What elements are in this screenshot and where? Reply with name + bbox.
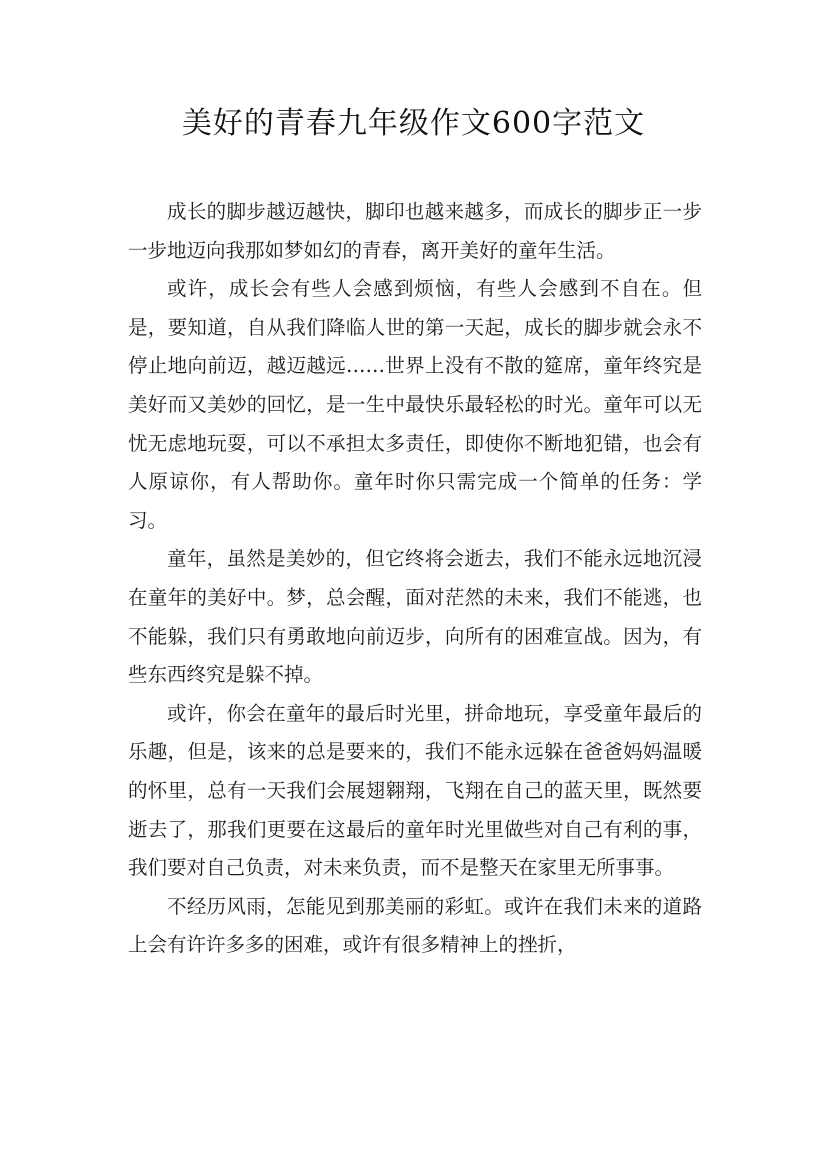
paragraph: 不经历风雨，怎能见到那美丽的彩虹。或许在我们未来的道路上会有许许多多的困难，或许有很多精神上的挫折， xyxy=(128,894,702,957)
paragraph: 成长的脚步越迈越快，脚印也越来越多，而成长的脚步正一步一步地迈向我那如梦如幻的青春，离开美好的童年生活。 xyxy=(128,200,702,262)
document-body xyxy=(128,193,702,965)
paragraph: 或许，成长会有些人会感到烦恼，有些人会感到不自在。但是，要知道，自从我们降临人世的第一天起，成长的脚步就会永不停止地向前迈，越迈越远……世界上没有不散的筵席，童年终究是美好而又美妙的回忆，是一生中最快乐最轻松的时光。童年可以无忧无虑地玩耍，可以不承担太多责任，即使你不断地犯错，也会有人原谅你，有人帮助你。童年时你只需完成一个简单的任务：学习。 xyxy=(128,277,702,532)
document-title: 美好的青春九年级作文600字范文 xyxy=(181,106,646,141)
paragraph: 或许，你会在童年的最后时光里，拼命地玩，享受童年最后的乐趣，但是，该来的总是要来的，我们不能永远躲在爸爸妈妈温暖的怀里，总有一天我们会展翅翱翔，飞翔在自己的蓝天里，既然要逝去了，那我们更要在这最后的童年时光里做些对自己有利的事，我们要对自己负责，对未来负责，而不是整天在家里无所事事。 xyxy=(128,701,702,880)
paragraph: 童年，虽然是美妙的，但它终将会逝去，我们不能永远地沉浸在童年的美好中。梦，总会醒，面对茫然的未来，我们不能逃，也不能躲，我们只有勇敢地向前迈步，向所有的困难宣战。因为，有些东西终究是躲不掉。 xyxy=(128,547,702,687)
